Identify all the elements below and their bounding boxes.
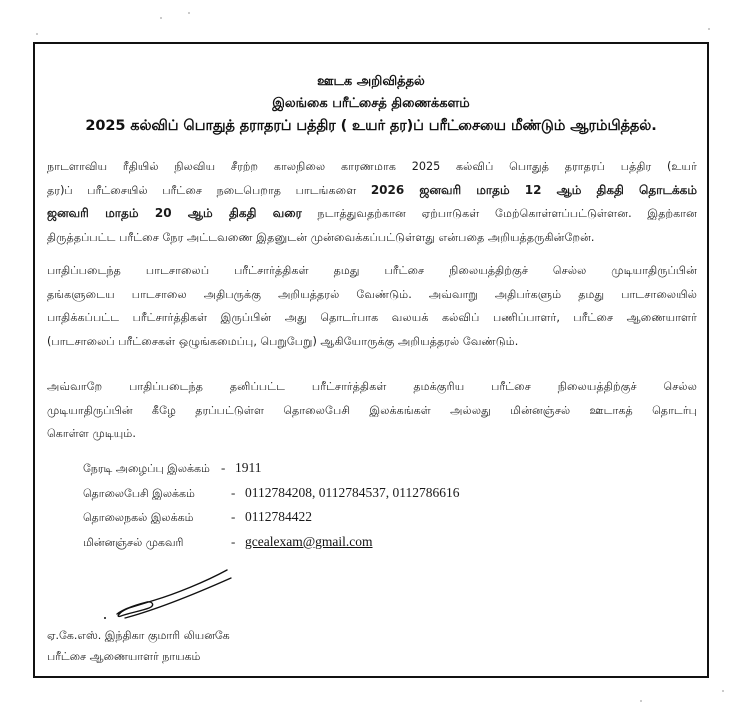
paragraph-schedule — [47, 155, 697, 249]
paragraph-line: பாதிப்படைந்த பாடசாலைப் பரீட்சார்த்திகள் தமது பரீட்சை நிலையத்திற்குச் செல்ல முடியாதிருப்பின் — [47, 264, 697, 277]
contact-label: தொலைநகல் இலக்கம் — [83, 511, 194, 524]
contact-label: தொலைபேசி இலக்கம் — [83, 486, 195, 500]
signatory-title: பரீட்சை ஆணையாளர் நாயகம் — [47, 650, 201, 663]
department-heading: இலங்கை பரீட்சைத் திணைக்களம் — [272, 96, 470, 111]
paragraph-line: (பாடசாலைப் பரீட்சைகள் ஒழுங்கமைப்பு, பெறுபேறு) ஆகியோருக்கு அறியத்தரல் வேண்டும். — [47, 334, 519, 348]
contact-separator: - — [231, 533, 236, 549]
paragraph-line — [47, 179, 697, 203]
scan-speck — [188, 12, 190, 14]
scan-speck — [640, 700, 642, 702]
highlight-date-end: ஜனவரி மாதம் 20 ஆம் திகதி வரை — [47, 206, 302, 220]
paragraph-private-candidates — [47, 375, 697, 446]
text-segment: நடாத்துவதற்கான ஏற்பாடுகள் மேற்கொள்ளப்பட்டுள்ளன. இதற்கான — [317, 207, 698, 220]
contact-row-telephone — [83, 485, 460, 510]
paragraph-line: கொள்ள முடியும். — [47, 427, 136, 440]
contact-value: 0112784208, 0112784537, 0112786616 — [245, 484, 460, 500]
contact-value: 1911 — [235, 460, 262, 475]
contact-row-email — [83, 534, 460, 559]
signature-icon — [95, 564, 235, 624]
paragraph-line: தங்களுடைய பாடசாலை அதிபருக்கு அறியத்தரல் வேண்டும். அவ்வாறு அதிபர்களும் தமது பாடசாலையில் — [47, 287, 697, 301]
notice-document — [33, 42, 709, 678]
paragraph-line — [47, 202, 697, 226]
contact-separator: - — [221, 460, 226, 475]
scan-speck — [708, 28, 710, 30]
contact-separator: - — [231, 484, 236, 500]
contact-value: 0112784422 — [245, 509, 312, 524]
email-link[interactable]: gcealexam@gmail.com — [245, 533, 373, 549]
paragraph-line: முடியாதிருப்பின் கீழே தரப்பட்டுள்ள தொலைபேசி இலக்கங்கள் அல்லது மின்னஞ்சல் ஊடாகத் தொடர்பு — [47, 403, 697, 417]
contact-separator: - — [231, 509, 236, 524]
contact-label: மின்னஞ்சல் முகவரி — [83, 535, 184, 549]
text-segment: தர)ப் பரீட்சையில் பரீட்சை நடைபெறாத பாடங்களை — [47, 183, 357, 197]
scan-speck — [722, 690, 724, 692]
notice-title: 2025 கல்விப் பொதுத் தராதரப் பத்திர ( உயர் தர)ப் பரீட்சையை மீண்டும் ஆரம்பித்தல். — [85, 118, 657, 134]
signatory-name: ஏ.கே.எஸ். இந்திகா குமாரி லியனகே — [47, 629, 230, 642]
paragraph-line: அவ்வாறே பாதிப்படைந்த தனிப்பட்ட பரீட்சார்த்திகள் தமக்குரிய பரீட்சை நிலையத்திற்குச் செல்ல — [47, 380, 697, 393]
contact-row-fax — [83, 509, 460, 534]
paragraph-line: திருத்தப்பட்ட பரீட்சை நேர அட்டவணை இதனுடன் முன்வைக்கப்பட்டுள்ளது என்பதை அறியத்தருகின்றேன். — [47, 230, 595, 244]
paragraph-school-candidates — [47, 259, 697, 353]
highlight-date-start: 2026 ஜனவரி மாதம் 12 ஆம் திகதி தொடக்கம் — [370, 182, 697, 197]
media-notice-heading: ஊடக அறிவித்தல் — [317, 74, 425, 89]
contact-list — [83, 460, 460, 558]
contact-label: நேரடி அழைப்பு இலக்கம் — [83, 462, 210, 475]
paragraph-line: பாதிக்கப்பட்ட பரீட்சார்த்திகள் இருப்பின் அது தொடர்பாக வலயக் கல்விப் பணிப்பாளர், பரீட்சை ஆணையாளர் — [47, 311, 697, 324]
paragraph-line: நாடளாவிய ரீதியில் நிலவிய சீரற்ற காலநிலை காரணமாக 2025 கல்விப் பொதுத் தராதரப் பத்திர (உயர் — [47, 160, 697, 173]
contact-row-hotline — [83, 460, 460, 485]
scan-speck — [36, 33, 38, 35]
scan-speck — [160, 17, 162, 19]
